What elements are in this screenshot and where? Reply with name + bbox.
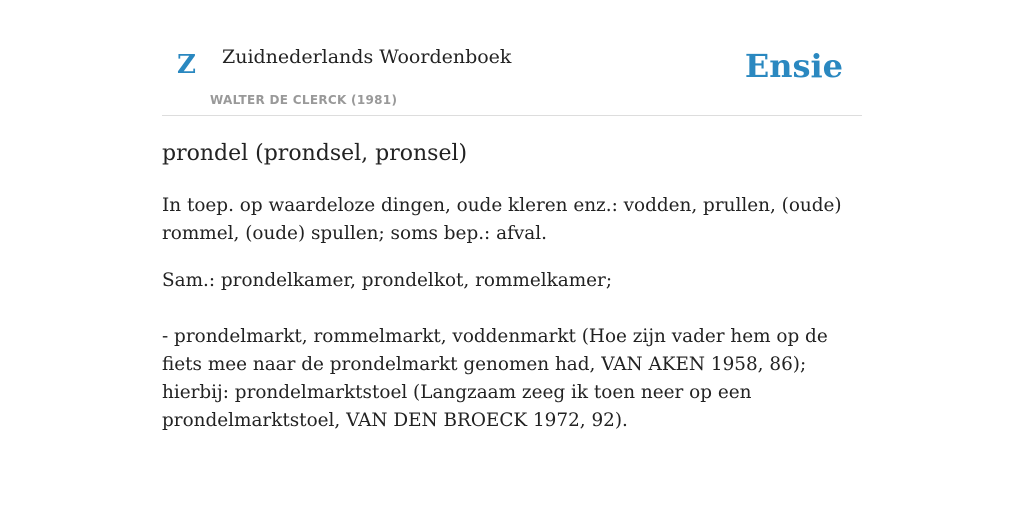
page-container [162,0,862,431]
entry-examples: - prondelmarkt, rommelmarkt, voddenmarkt (Hoe zijn vader hem op de fiets mee naar de prondelmarkt genomen had, VAN AKEN 1958, 86); hierbij: prondelmarktstoel (Langzaam zeeg ik toen neer op een prondelmarktstoel, VAN DEN BROECK 1972, 92). [162,326,828,431]
book-title-link[interactable]: Zuidnederlands Woordenboek [222,46,512,68]
book-author: WALTER DE CLERCK (1981) [210,93,398,107]
ensie-logo-link[interactable]: Ensie [744,47,843,85]
header [162,0,862,116]
entry-title: prondel (prondsel, pronsel) [162,141,468,166]
book-logo-icon[interactable]: Z [177,50,196,80]
entry-definition: In toep. op waardeloze dingen, oude kleren enz.: vodden, prullen, (oude) rommel, (oude) spullen; soms bep.: afval. [162,195,842,244]
entry-compounds: Sam.: prondelkamer, prondelkot, rommelkamer; [162,270,613,291]
